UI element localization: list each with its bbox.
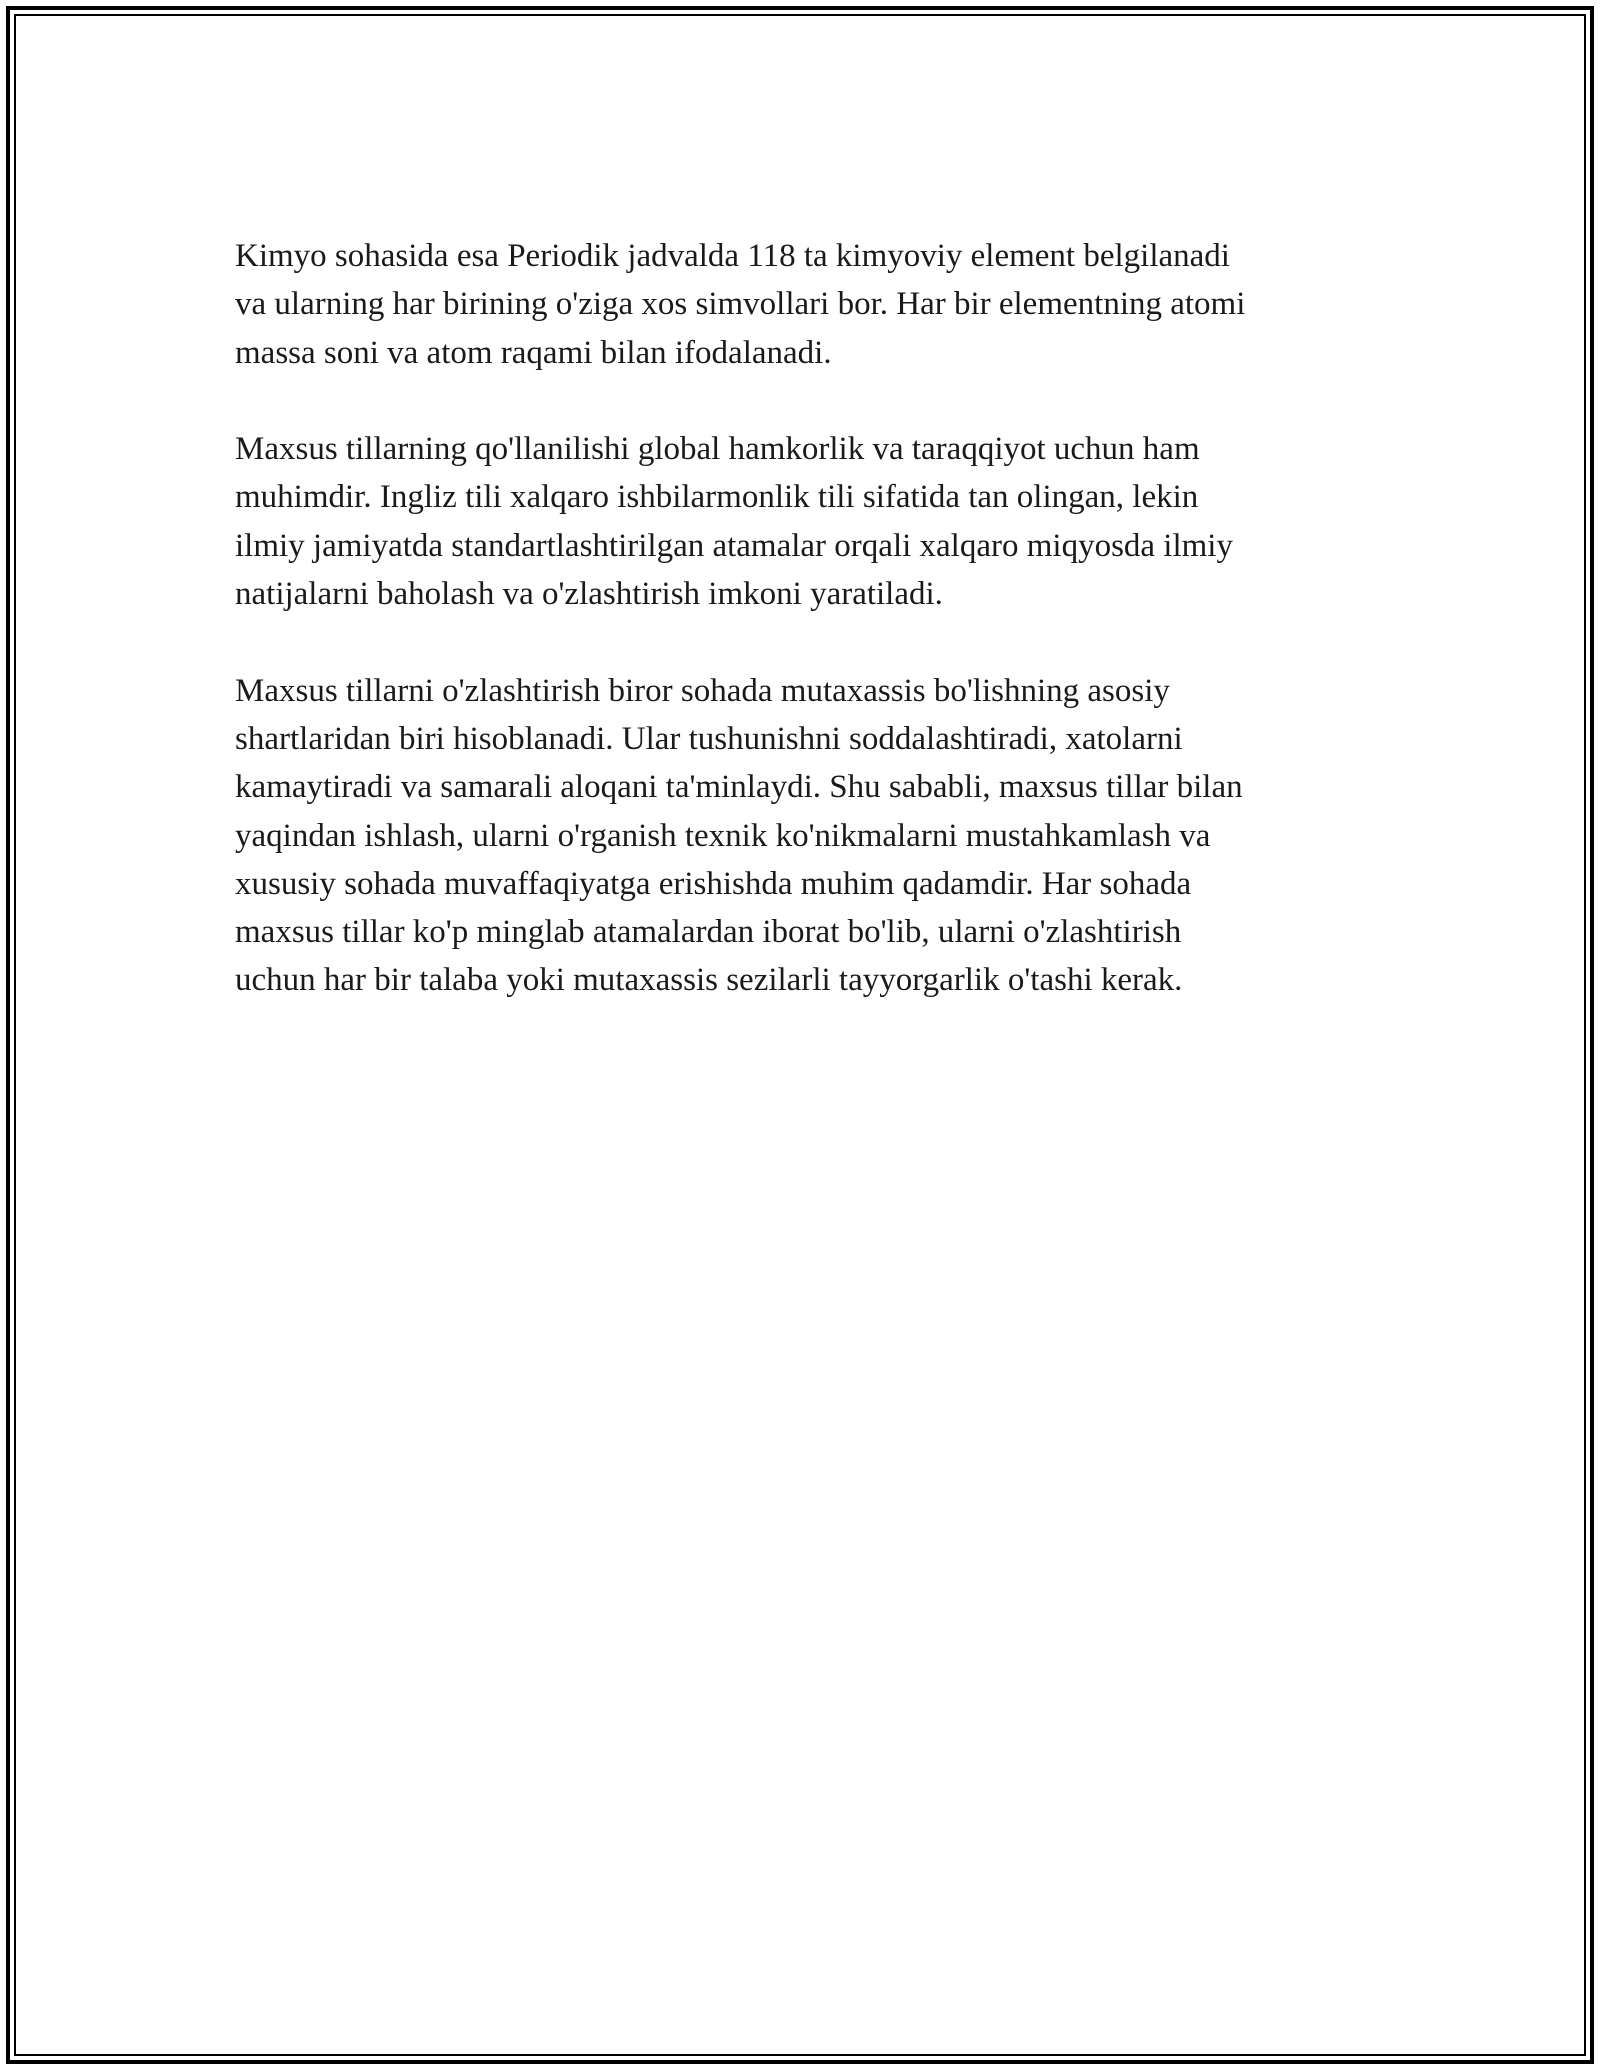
paragraph-1-line-3: massa soni va atom raqami bilan ifodalanadi. <box>235 334 832 371</box>
paragraph-3-line-7: uchun har bir talaba yoki mutaxassis sezilarli tayyorgarlik o'tashi kerak. <box>235 962 1183 999</box>
paragraph-3-line-3: kamaytiradi va samarali aloqani ta'minlaydi. Shu sababli, maxsus tillar bilan <box>235 769 1243 806</box>
paragraph-2 <box>235 425 1375 618</box>
paragraph-2-line-1: Maxsus tillarning qo'llanilishi global hamkorlik va taraqqiyot uchun ham <box>235 431 1200 468</box>
paragraph-3-line-5: xususiy sohada muvaffaqiyatga erishishda muhim qadamdir. Har sohada <box>235 865 1192 902</box>
document-body <box>235 232 1375 1053</box>
paragraph-1-line-1: Kimyo sohasida esa Periodik jadvalda 118 ta kimyoviy element belgilanadi <box>235 238 1230 274</box>
paragraph-1-line-2: va ularning har birining o'ziga xos simvollari bor. Har bir elementning atomi <box>235 286 1246 323</box>
paragraph-3-line-6: maxsus tillar ko'p minglab atamalardan iborat bo'lib, ularni o'zlashtirish <box>235 914 1182 951</box>
paragraph-1 <box>235 232 1375 377</box>
paragraph-3-line-2: shartlaridan biri hisoblanadi. Ular tushunishni soddalashtiradi, xatolarni <box>235 720 1183 757</box>
paragraph-2-line-4: natijalarni baholash va o'zlashtirish imkoni yaratiladi. <box>235 576 943 613</box>
paragraph-3 <box>235 667 1375 1005</box>
paragraph-3-line-4: yaqindan ishlash, ularni o'rganish texnik ko'nikmalarni mustahkamlash va <box>235 817 1211 854</box>
paragraph-2-line-2: muhimdir. Ingliz tili xalqaro ishbilarmonlik tili sifatida tan olingan, lekin <box>235 479 1199 516</box>
paragraph-2-line-3: ilmiy jamiyatda standartlashtirilgan atamalar orqali xalqaro miqyosda ilmiy <box>235 527 1233 564</box>
paragraph-3-line-1: Maxsus tillarni o'zlashtirish biror sohada mutaxassis bo'lishning asosiy <box>235 672 1170 709</box>
